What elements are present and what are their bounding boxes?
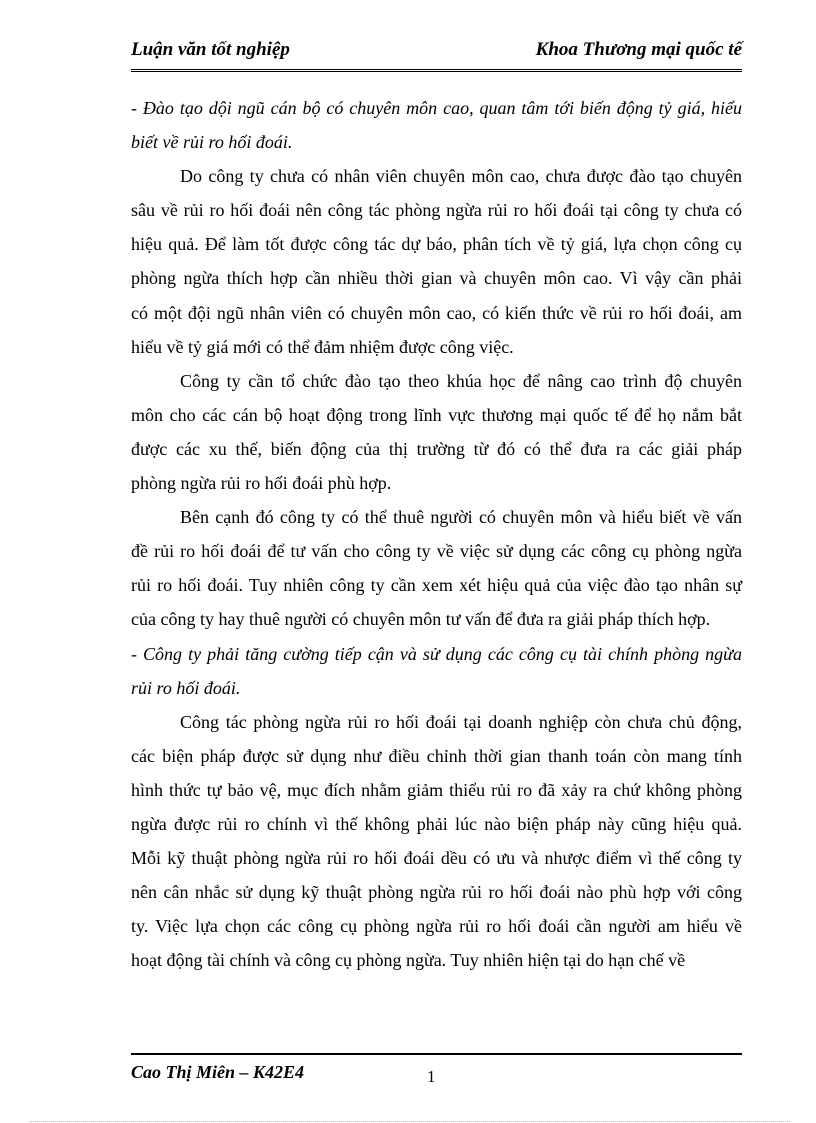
text-line: hình thức tự bảo vệ, mục đích nhằm giảm thiểu rủi ro đã xảy ra chứ không phòng [131,779,742,800]
text-line: sâu về rủi ro hối đoái nên công tác phòng ngừa rủi ro hối đoái tại công ty chưa có [131,200,742,221]
text-line: - Công ty phải tăng cường tiếp cận và sử dụng các công cụ tài chính phòng ngừa [131,643,742,664]
text-line: nên cân nhắc sử dụng kỹ thuật phòng ngừa rủi ro hối đoái nào phù hợp với công [131,882,742,903]
footer-author: Cao Thị Miên – K42E4 [131,1062,305,1082]
footer-rule [131,1053,742,1055]
text-line: môn cho các cán bộ hoạt động trong lĩnh vực thương mại quốc tế để họ nắm bắt [131,404,742,425]
text-line: có một đội ngũ nhân viên có chuyên môn cao, có kiến thức về rủi ro hối đoái, am [131,302,742,323]
text-line: của công ty hay thuê người có chuyên môn tư vấn để đưa ra giải pháp thích hợp. [131,609,711,630]
text-line: ngừa được rủi ro chính vì thế không phải lúc nào biện pháp này cũng hiệu quả. [131,813,742,834]
text-line: ty. Việc lựa chọn các công cụ phòng ngừa rủi ro hối đoái cần người am hiểu về [131,916,742,937]
text-line: hoạt động tài chính và công cụ phòng ngừa. Tuy nhiên hiện tại do hạn chế về [131,950,686,971]
text-line: biết về rủi ro hối đoái. [131,132,293,153]
text-line: Mỗi kỹ thuật phòng ngừa rủi ro hối đoái dều có ưu và nhược điểm vì thế công ty [131,848,742,869]
header-rule-double [131,69,742,72]
text-line: - Đào tạo dội ngũ cán bộ có chuyên môn cao, quan tâm tới biến động tỷ giá, hiểu [131,98,742,118]
page-header [131,38,742,68]
text-line: được các xu thế, biến động của thị trường từ đó có thể đưa ra các giải pháp [131,438,742,459]
text-line: phòng ngừa rủi ro hối đoái phù hợp. [131,473,392,494]
body-text [131,91,742,977]
text-line: hiểu về tỷ giá mới có thể đảm nhiệm được công việc. [131,336,514,357]
text-line: Công tác phòng ngừa rủi ro hối đoái tại doanh nghiệp còn chưa chủ động, [180,711,742,732]
text-line: hiệu quả. Để làm tốt được công tác dự báo, phân tích về tỷ giá, lựa chọn công cụ [131,234,742,255]
text-line: Do công ty chưa có nhân viên chuyên môn cao, chưa được đào tạo chuyên [180,166,742,187]
text-line: đề rủi ro hối đoái để tư vấn cho công ty về việc sử dụng các công cụ phòng ngừa [131,541,742,562]
text-line: phòng ngừa thích hợp cần nhiều thời gian và chuyên môn cao. Vì vậy cần phải [131,268,742,289]
text-line: rủi ro hối đoái. [131,677,241,698]
text-line: Bên cạnh đó công ty có thể thuê người có chuyên môn và hiểu biết về vấn [180,507,742,528]
page-number: 1 [427,1067,436,1086]
text-line: các biện pháp được sử dụng như điều chỉnh thời gian thanh toán còn mang tính [131,745,742,766]
header-faculty: Khoa Thương mại quốc tế [535,39,742,60]
page-bottom-dotted-divider [30,1121,790,1122]
header-thesis-title: Luận văn tốt nghiệp [131,39,290,60]
text-line: Công ty cần tổ chức đào tạo theo khúa học để nâng cao trình độ chuyên [180,370,742,391]
text-line: rủi ro hối đoái. Tuy nhiên công ty cần xem xét hiệu quả của việc đào tạo nhân sự [131,575,742,596]
